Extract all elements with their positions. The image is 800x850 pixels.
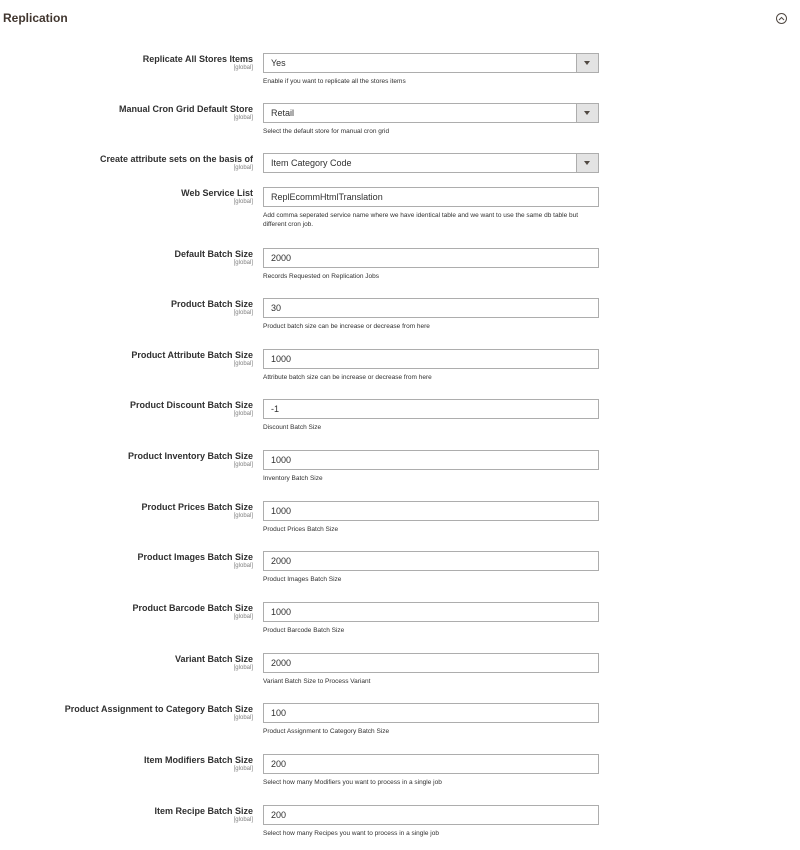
field-scope: [global]: [233, 462, 253, 468]
field-scope: [global]: [233, 115, 253, 121]
select-toggle[interactable]: [576, 54, 598, 72]
field-scope: [global]: [233, 817, 253, 823]
field-label: Product Images Batch Size: [137, 552, 253, 562]
field-scope: [global]: [233, 411, 253, 417]
product-barcode-batch-size-input[interactable]: [263, 602, 599, 622]
field-label: Default Batch Size: [174, 249, 253, 259]
input-value: ReplEcommHtmlTranslation: [271, 192, 383, 202]
input-value: 2000: [271, 253, 292, 263]
product-discount-batch-size-input[interactable]: [263, 399, 599, 419]
web-service-list-input[interactable]: [263, 187, 599, 207]
product-batch-size-input[interactable]: [263, 298, 599, 318]
input-value: 2000: [271, 556, 292, 566]
field-row-web-service-list: [0, 188, 800, 232]
field-row-product-inventory-batch-size: [0, 451, 800, 495]
chevron-up-circle-icon[interactable]: [776, 13, 787, 24]
field-scope: [global]: [233, 165, 253, 171]
field-label: Product Barcode Batch Size: [132, 603, 253, 613]
field-row-default-batch-size: [0, 249, 800, 293]
field-label: Web Service List: [181, 188, 253, 198]
field-note: Enable if you want to replicate all the stores items: [263, 78, 406, 85]
select-value: Yes: [271, 58, 286, 68]
field-row-product-prices-batch-size: [0, 502, 800, 546]
field-label: Product Attribute Batch Size: [131, 350, 253, 360]
field-scope: [global]: [233, 665, 253, 671]
field-note: Add comma seperated service name where we have identical table and we want to use the same db table but different cron job.: [263, 212, 579, 228]
variant-batch-size-input[interactable]: [263, 653, 599, 673]
input-value: 2000: [271, 658, 292, 668]
field-note: Select the default store for manual cron grid: [263, 128, 390, 135]
input-value: 200: [271, 759, 287, 769]
field-row-product-discount-batch-size: [0, 400, 800, 444]
caret-down-icon: [584, 61, 590, 65]
field-row-item-recipe-batch-size: [0, 806, 800, 850]
input-value: 1000: [271, 506, 292, 516]
field-label: Variant Batch Size: [174, 654, 253, 664]
field-label: Product Inventory Batch Size: [127, 451, 253, 461]
field-note: Discount Batch Size: [263, 424, 322, 431]
replicate-all-stores-items-select[interactable]: [263, 53, 599, 73]
field-label: Product Assignment to Category Batch Size: [64, 704, 253, 714]
field-label: Manual Cron Grid Default Store: [118, 104, 253, 114]
field-note: Product Barcode Batch Size: [263, 627, 345, 634]
input-value: 1000: [271, 607, 292, 617]
input-value: 30: [271, 303, 282, 313]
field-label: Product Discount Batch Size: [129, 400, 253, 410]
item-recipe-batch-size-input[interactable]: [263, 805, 599, 825]
input-value: 100: [271, 708, 287, 718]
field-scope: [global]: [233, 513, 253, 519]
section-title: Replication: [3, 11, 68, 25]
default-batch-size-input[interactable]: [263, 248, 599, 268]
product-inventory-batch-size-input[interactable]: [263, 450, 599, 470]
field-scope: [global]: [233, 361, 253, 367]
field-scope: [global]: [233, 766, 253, 772]
product-prices-batch-size-input[interactable]: [263, 501, 599, 521]
manual-cron-grid-default-store-select[interactable]: [263, 103, 599, 123]
input-value: -1: [271, 404, 280, 414]
product-assignment-to-category-batch-size-input[interactable]: [263, 703, 599, 723]
field-label: Product Batch Size: [170, 299, 253, 309]
field-label: Create attribute sets on the basis of: [99, 154, 253, 164]
field-row-product-images-batch-size: [0, 552, 800, 596]
select-toggle[interactable]: [576, 154, 598, 172]
field-row-product-assignment-to-category-batch-size: [0, 704, 800, 748]
section-header[interactable]: [0, 0, 800, 36]
select-toggle[interactable]: [576, 104, 598, 122]
caret-down-icon: [584, 111, 590, 115]
field-note: Select how many Modifiers you want to process in a single job: [263, 779, 442, 786]
field-note: Select how many Recipes you want to process in a single job: [263, 830, 439, 837]
input-value: 1000: [271, 455, 292, 465]
field-label: Item Recipe Batch Size: [154, 806, 253, 816]
field-note: Product Images Batch Size: [263, 576, 342, 583]
field-scope: [global]: [233, 614, 253, 620]
field-row-product-barcode-batch-size: [0, 603, 800, 647]
field-label: Product Prices Batch Size: [141, 502, 253, 512]
field-note: Records Requested on Replication Jobs: [263, 273, 379, 280]
create-attribute-sets-select[interactable]: [263, 153, 599, 173]
product-images-batch-size-input[interactable]: [263, 551, 599, 571]
field-note: Inventory Batch Size: [263, 475, 323, 482]
field-row-product-attribute-batch-size: [0, 350, 800, 394]
product-attribute-batch-size-input[interactable]: [263, 349, 599, 369]
item-modifiers-batch-size-input[interactable]: [263, 754, 599, 774]
field-row-manual-cron-grid-default-store: [0, 104, 800, 148]
field-scope: [global]: [233, 310, 253, 316]
field-scope: [global]: [233, 65, 253, 71]
select-value: Item Category Code: [271, 158, 352, 168]
field-note: Variant Batch Size to Process Variant: [263, 678, 371, 685]
input-value: 1000: [271, 354, 292, 364]
field-note: Product Assignment to Category Batch Size: [263, 728, 390, 735]
field-label: Replicate All Stores Items: [142, 54, 253, 64]
caret-down-icon: [584, 161, 590, 165]
select-value: Retail: [271, 108, 295, 118]
field-note: Product Prices Batch Size: [263, 526, 339, 533]
input-value: 200: [271, 810, 287, 820]
field-note: Product batch size can be increase or decrease from here: [263, 323, 430, 330]
field-row-product-batch-size: [0, 299, 800, 343]
field-row-variant-batch-size: [0, 654, 800, 698]
field-scope: [global]: [233, 715, 253, 721]
field-row-replicate-all-stores-items: [0, 54, 800, 98]
field-label: Item Modifiers Batch Size: [143, 755, 253, 765]
field-note: Attribute batch size can be increase or decrease from here: [263, 374, 432, 381]
field-scope: [global]: [233, 199, 253, 205]
field-row-item-modifiers-batch-size: [0, 755, 800, 799]
field-scope: [global]: [233, 563, 253, 569]
field-scope: [global]: [233, 260, 253, 266]
